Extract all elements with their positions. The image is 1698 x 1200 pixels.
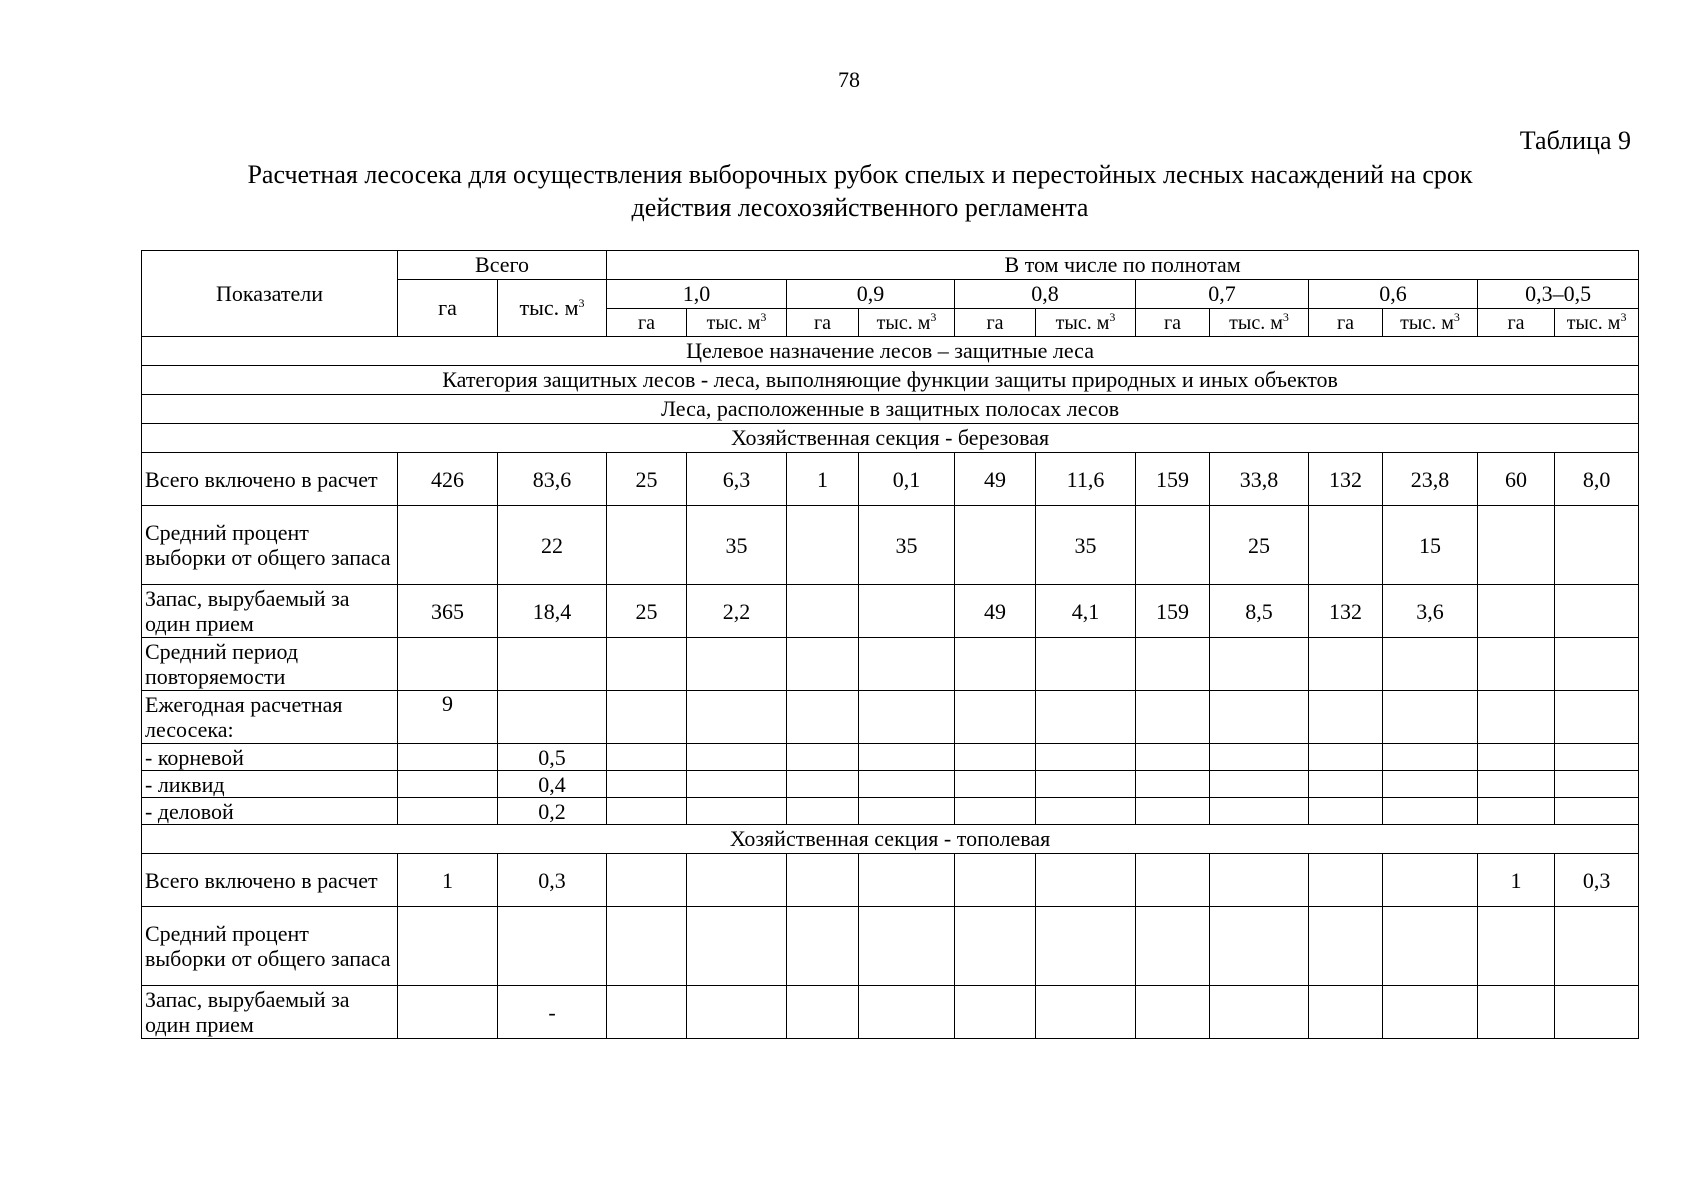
value-cell [1383,744,1478,771]
value-cell [787,506,859,585]
value-cell: 11,6 [1036,453,1136,506]
value-cell [607,907,687,986]
value-cell [1136,638,1210,691]
value-cell [955,986,1036,1039]
value-cell [1555,771,1639,798]
value-cell [607,691,687,744]
section-heading: Целевое назначение лесов – защитные леса [142,337,1639,366]
value-cell: 3,6 [1383,585,1478,638]
header-density: 0,7 [1136,280,1309,309]
value-cell: 25 [607,585,687,638]
header-unit-ha: га [1136,309,1210,337]
value-cell: 49 [955,453,1036,506]
value-cell [1383,798,1478,825]
value-cell [1383,986,1478,1039]
value-cell: 49 [955,585,1036,638]
value-cell: 83,6 [498,453,607,506]
value-cell [1036,691,1136,744]
table-row [142,453,1639,506]
row-label: Средний процент выборки от общего запаса [142,506,398,585]
value-cell [498,638,607,691]
value-cell [1555,585,1639,638]
value-cell [859,744,955,771]
value-cell [1036,638,1136,691]
header-density: 0,9 [787,280,955,309]
value-cell [687,744,787,771]
value-cell: 35 [687,506,787,585]
row-label: - корневой [142,744,398,771]
header-unit-ha: га [607,309,687,337]
value-cell: 426 [398,453,498,506]
value-cell [1478,907,1555,986]
value-cell [1210,986,1309,1039]
header-density: 1,0 [607,280,787,309]
value-cell: 1 [787,453,859,506]
value-cell: 8,0 [1555,453,1639,506]
table-row [142,771,1639,798]
row-label: Ежегодная расчетная лесосека: [142,691,398,744]
value-cell [1309,771,1383,798]
value-cell [1383,638,1478,691]
header-unit-volume: тыс. $м^3$ [859,309,955,337]
value-cell: 159 [1136,453,1210,506]
value-cell [1383,771,1478,798]
value-cell [1383,691,1478,744]
value-cell [1555,798,1639,825]
value-cell: 0,3 [498,854,607,907]
header-unit-volume: тыс. $м^3$ [1036,309,1136,337]
value-cell [607,771,687,798]
value-cell: 132 [1309,453,1383,506]
header-unit-ha: га [787,309,859,337]
value-cell: 0,1 [859,453,955,506]
value-cell: 9 [398,691,498,744]
header-total: Всего [398,251,607,280]
value-cell [1210,638,1309,691]
section-heading: Категория защитных лесов - леса, выполняющие функции защиты природных и иных объектов [142,366,1639,395]
table-row [142,638,1639,691]
value-cell [1309,907,1383,986]
value-cell [1383,854,1478,907]
value-cell [1309,744,1383,771]
value-cell: 60 [1478,453,1555,506]
row-label: Средний период повторяемости [142,638,398,691]
value-cell [1036,771,1136,798]
value-cell [687,986,787,1039]
value-cell: 23,8 [1383,453,1478,506]
value-cell: 0,4 [498,771,607,798]
value-cell [1309,854,1383,907]
value-cell [1478,691,1555,744]
value-cell [955,907,1036,986]
header-indicators: Показатели [142,251,398,337]
value-cell: 15 [1383,506,1478,585]
value-cell [1136,771,1210,798]
value-cell [1136,798,1210,825]
value-cell [607,854,687,907]
value-cell [955,744,1036,771]
value-cell [1136,691,1210,744]
header-unit-volume: тыс. $м^3$ [1383,309,1478,337]
value-cell [607,638,687,691]
value-cell [1478,771,1555,798]
table-row [142,854,1639,907]
value-cell [1210,907,1309,986]
value-cell [859,798,955,825]
value-cell [1555,986,1639,1039]
header-density: 0,8 [955,280,1136,309]
value-cell [787,798,859,825]
header-unit-ha: га [1309,309,1383,337]
value-cell [398,907,498,986]
header-unit-volume: тыс. $м^3$ [687,309,787,337]
value-cell [955,691,1036,744]
value-cell [787,907,859,986]
value-cell: 25 [1210,506,1309,585]
value-cell: 18,4 [498,585,607,638]
value-cell [955,854,1036,907]
table-row [142,986,1639,1039]
value-cell: 4,1 [1036,585,1136,638]
value-cell: 33,8 [1210,453,1309,506]
value-cell [859,691,955,744]
value-cell [1210,854,1309,907]
value-cell [859,854,955,907]
value-cell: 6,3 [687,453,787,506]
value-cell [859,638,955,691]
value-cell [607,798,687,825]
header-unit-volume: тыс. $м^3$ [1210,309,1309,337]
value-cell [1309,798,1383,825]
value-cell [955,506,1036,585]
value-cell [1383,907,1478,986]
row-label: Запас, вырубаемый за один прием [142,585,398,638]
value-cell: 0,3 [1555,854,1639,907]
value-cell: 22 [498,506,607,585]
value-cell [787,744,859,771]
value-cell: 0,2 [498,798,607,825]
value-cell [687,854,787,907]
value-cell [607,986,687,1039]
row-label: Запас, вырубаемый за один прием [142,986,398,1039]
value-cell [787,986,859,1039]
value-cell [1555,744,1639,771]
value-cell [1210,744,1309,771]
value-cell [398,986,498,1039]
header-total-ha: га [398,280,498,337]
value-cell [1036,798,1136,825]
value-cell [607,506,687,585]
value-cell [1555,691,1639,744]
value-cell: 25 [607,453,687,506]
row-label: Средний процент выборки от общего запаса [142,907,398,986]
table-row [142,744,1639,771]
value-cell [398,771,498,798]
value-cell: 1 [1478,854,1555,907]
value-cell: 0,5 [498,744,607,771]
table-label: Таблица 9 [1519,126,1631,155]
value-cell [607,744,687,771]
value-cell [498,907,607,986]
section-title: Хозяйственная секция - березовая [142,424,1639,453]
value-cell [687,691,787,744]
value-cell [1478,638,1555,691]
value-cell [787,691,859,744]
value-cell [687,638,787,691]
header-density: 0,6 [1309,280,1478,309]
value-cell [787,771,859,798]
header-total-volume: тыс. $м^3$ [498,280,607,337]
table-row [142,506,1639,585]
value-cell [398,638,498,691]
table-row [142,907,1639,986]
value-cell [398,744,498,771]
value-cell [1478,585,1555,638]
row-label: - деловой [142,798,398,825]
value-cell [687,771,787,798]
value-cell [1036,907,1136,986]
value-cell [498,691,607,744]
row-label: Всего включено в расчет [142,453,398,506]
value-cell: 35 [1036,506,1136,585]
value-cell [1478,798,1555,825]
value-cell [859,585,955,638]
value-cell: 8,5 [1210,585,1309,638]
page-number: 78 [838,67,860,92]
value-cell [1478,986,1555,1039]
value-cell: 159 [1136,585,1210,638]
value-cell [859,986,955,1039]
value-cell [1309,506,1383,585]
value-cell [1210,798,1309,825]
allowable-cut-table [141,250,1639,1039]
value-cell [1309,691,1383,744]
value-cell [859,771,955,798]
value-cell [787,638,859,691]
value-cell [787,854,859,907]
value-cell [1136,744,1210,771]
value-cell [1210,771,1309,798]
value-cell [687,907,787,986]
value-cell [1136,907,1210,986]
value-cell: 365 [398,585,498,638]
section-title: Хозяйственная секция - тополевая [142,825,1639,854]
value-cell [955,638,1036,691]
value-cell [1478,506,1555,585]
value-cell [1036,854,1136,907]
row-label: - ликвид [142,771,398,798]
header-density: 0,3–0,5 [1478,280,1639,309]
value-cell [1309,638,1383,691]
value-cell [1309,986,1383,1039]
table-row [142,798,1639,825]
value-cell [955,798,1036,825]
value-cell [1555,506,1639,585]
table-row [142,585,1639,638]
value-cell [1555,638,1639,691]
value-cell [1136,986,1210,1039]
value-cell: - [498,986,607,1039]
value-cell [398,798,498,825]
value-cell [1210,691,1309,744]
header-including-density: В том числе по полнотам [607,251,1639,280]
header-unit-ha: га [1478,309,1555,337]
value-cell [398,506,498,585]
value-cell [1136,854,1210,907]
table-title: Расчетная лесосека для осуществления выборочных рубок спелых и перестойных лесных насаждений на срок действия лесохозяйственного регламента [247,160,1473,222]
value-cell: 132 [1309,585,1383,638]
value-cell [1478,744,1555,771]
header-unit-ha: га [955,309,1036,337]
table-row [142,691,1639,744]
value-cell [955,771,1036,798]
value-cell [1136,506,1210,585]
value-cell [687,798,787,825]
value-cell [787,585,859,638]
value-cell [1555,907,1639,986]
header-unit-volume: тыс. $м^3$ [1555,309,1639,337]
value-cell [1036,744,1136,771]
value-cell [859,907,955,986]
value-cell: 2,2 [687,585,787,638]
value-cell: 35 [859,506,955,585]
value-cell [1036,986,1136,1039]
section-heading: Леса, расположенные в защитных полосах лесов [142,395,1639,424]
row-label: Всего включено в расчет [142,854,398,907]
value-cell: 1 [398,854,498,907]
